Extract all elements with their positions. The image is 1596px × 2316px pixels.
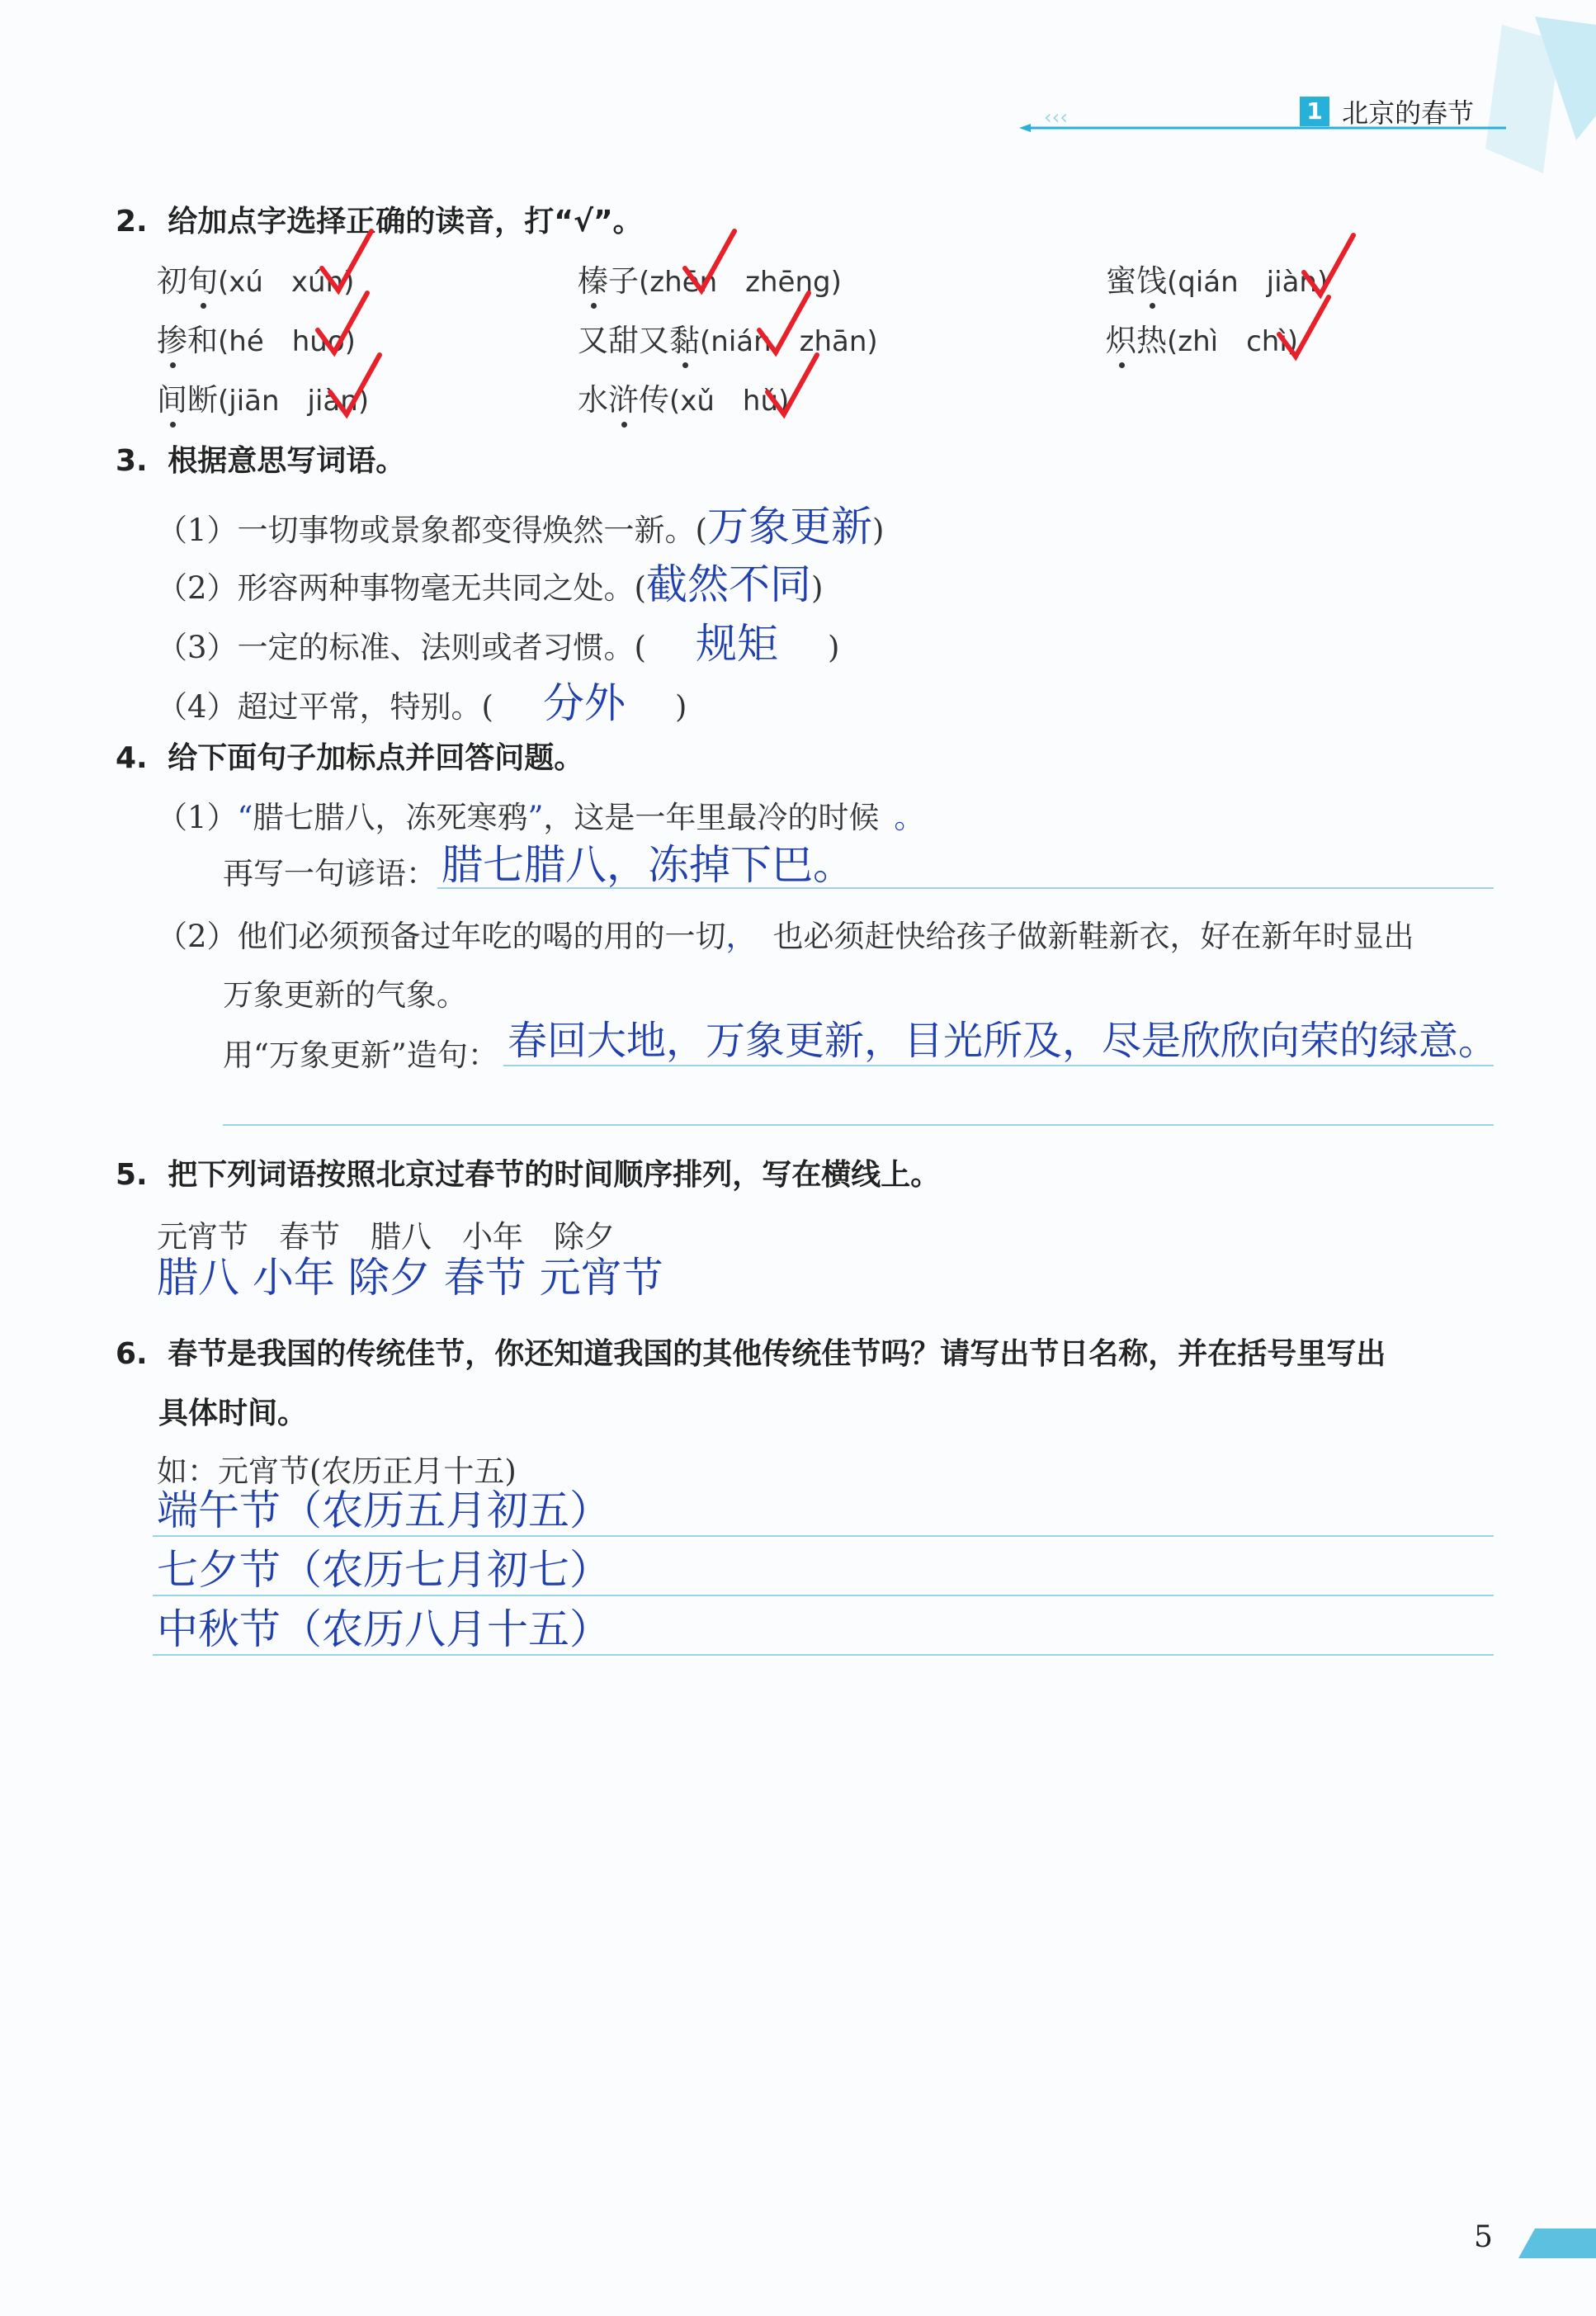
handwritten-answer: 截然不同	[645, 560, 811, 608]
page-number: 5	[1474, 2220, 1493, 2254]
lesson-number-badge: 1	[1300, 97, 1329, 126]
answer-line	[223, 1124, 1494, 1126]
lesson-title: 北京的春节	[1342, 97, 1475, 129]
check-mark-icon	[755, 293, 813, 359]
definition-item: （3）一定的标准、法则或者习惯。( 规矩 )	[157, 620, 840, 668]
definition-item: （4）超过平常，特别。( 分外 )	[157, 679, 687, 727]
definition-item: （2）形容两种事物毫无共同之处。(截然不同)	[157, 560, 824, 608]
handwritten-answer: 端午节（农历五月初五）	[157, 1486, 611, 1534]
handwritten-answer: 规矩	[695, 620, 778, 668]
reading-item: 又甜又黏(nián zhān)	[578, 315, 878, 360]
check-mark-icon	[1300, 235, 1358, 301]
question-6	[116, 1331, 1386, 1373]
handwritten-answer: 春回大地，万象更新，目光所及，尽是欣欣向荣的绿意。	[508, 1018, 1499, 1064]
question-number: 5.	[116, 1158, 148, 1192]
handwritten-answer: 中秋节（农历八月十五）	[157, 1605, 611, 1653]
question-number: 4.	[116, 741, 148, 775]
question-title: 给加点字选择正确的读音，打“√”。	[168, 205, 643, 239]
check-mark-icon	[681, 231, 739, 297]
reading-item: 间断(jiān jiàn)	[157, 375, 369, 419]
header-rule	[1019, 122, 1506, 134]
definition-item: （1）一切事物或景象都变得焕然一新。(万象更新)	[157, 503, 885, 551]
word-list: 元宵节 春节 腊八 小年 除夕	[157, 1219, 615, 1255]
question-5	[116, 1151, 940, 1193]
answer-line	[437, 887, 1494, 889]
question-title: 根据意思写词语。	[168, 444, 406, 478]
handwritten-answer: 分外	[542, 679, 626, 727]
check-mark-icon	[318, 231, 375, 297]
question-title: 给下面句子加标点并回答问题。	[168, 741, 584, 775]
question-4	[116, 735, 583, 777]
page-tab-decoration	[1518, 2229, 1596, 2258]
corner-decoration	[1485, 17, 1596, 173]
handwritten-answer: 腊八 小年 除夕 春节 元宵节	[157, 1254, 663, 1302]
reading-item: 炽热(zhì chì)	[1106, 315, 1298, 360]
reading-item: 水浒传(xǔ hǔ)	[578, 375, 789, 419]
answer-line	[153, 1654, 1494, 1656]
question-title-cont: 具体时间。	[158, 1397, 308, 1430]
handwritten-answer: 腊七腊八，冻掉下巴。	[441, 841, 854, 889]
question-2	[116, 198, 643, 240]
check-mark-icon	[326, 355, 384, 421]
check-mark-icon	[763, 355, 821, 421]
question-3	[116, 437, 405, 480]
reading-item: 掺和(hé huo)	[157, 315, 356, 360]
question-title: 春节是我国的传统佳节，你还知道我国的其他传统佳节吗？请写出节日名称，并在括号里写出	[168, 1337, 1386, 1371]
answer-line	[503, 1065, 1494, 1066]
check-mark-icon	[314, 293, 371, 359]
proverb-prompt: 再写一句谚语：	[223, 856, 437, 891]
reading-item: 初旬(xú xún)	[157, 256, 354, 300]
example-text: 如：元宵节(农历正月十五)	[157, 1453, 517, 1489]
reading-item: 榛子(zhēn zhēng)	[578, 256, 842, 300]
check-mark-icon	[1275, 297, 1333, 363]
header-arrows: ‹‹‹	[1044, 106, 1068, 129]
sentence-prompt: 用“万象更新”造句：	[223, 1037, 498, 1073]
question-number: 6.	[116, 1337, 148, 1371]
handwritten-answer: 万象更新	[706, 503, 872, 551]
question-number: 2.	[116, 205, 148, 239]
sentence-2-cont: 万象更新的气象。	[223, 977, 467, 1013]
question-number: 3.	[116, 444, 148, 478]
question-title: 把下列词语按照北京过春节的时间顺序排列，写在横线上。	[168, 1158, 941, 1192]
reading-item: 蜜饯(qián jiàn)	[1106, 256, 1328, 300]
sentence-1: （1）“腊七腊八，冻死寒鸦”，这是一年里最冷的时候 。	[157, 800, 925, 835]
sentence-2: （2）他们必须预备过年吃的喝的用的一切， 也必须赶快给孩子做新鞋新衣，好在新年时显出	[157, 919, 1414, 954]
handwritten-answer: 七夕节（农历七月初七）	[157, 1546, 611, 1594]
